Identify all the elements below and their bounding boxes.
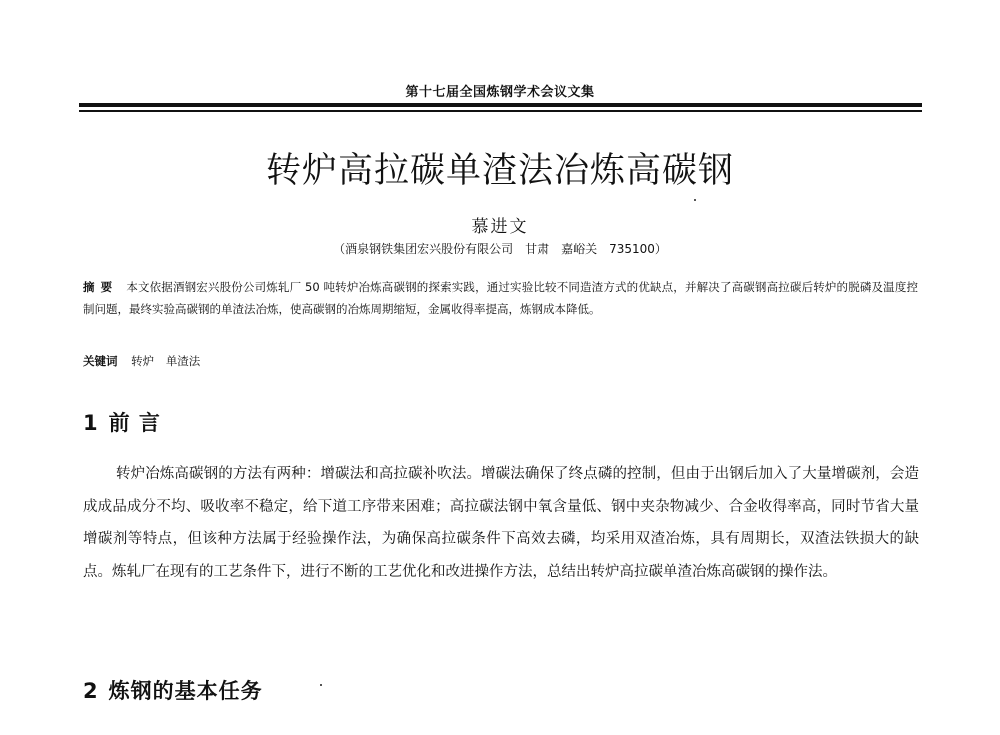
section-heading-basic-tasks: [83, 675, 263, 705]
keywords: [83, 353, 918, 369]
header-rule-thick: [79, 103, 922, 107]
abstract: [83, 276, 918, 320]
keyword-item: 单渣法: [165, 354, 201, 368]
section-number: 1: [83, 411, 99, 435]
section-number: 2: [83, 679, 99, 703]
section-heading-introduction: [83, 407, 161, 437]
abstract-label: 摘要: [83, 280, 119, 294]
abstract-text: 本文依据酒钢宏兴股份公司炼轧厂 50 吨转炉冶炼高碳钢的探索实践，通过实验比较不同造渣方式的优缺点，并解决了高碳钢高拉碳后转炉的脱磷及温度控制问题，最终实验高碳钢的单渣法冶炼，使高碳钢的冶炼周期缩短，金属收得率提高，炼钢成本降低。: [83, 280, 919, 316]
introduction-paragraph: 转炉冶炼高碳钢的方法有两种：增碳法和高拉碳补吹法。增碳法确保了终点磷的控制，但由于出钢后加入了大量增碳剂，会造成成品成分不均、吸收率不稳定，给下道工序带来困难；高拉碳法钢中氧含量低、钢中夹杂物减少、合金收得率高，同时节省大量增碳剂等特点，但该种方法属于经验操作法，为确保高拉碳条件下高效去磷，均采用双渣冶炼，具有周期长，双渣法铁损大的缺点。炼轧厂在现有的工艺条件下，进行不断的工艺优化和改进操作方法，总结出转炉高拉碳单渣冶炼高碳钢的操作法。: [83, 466, 919, 580]
author-name: 慕进文: [471, 217, 529, 237]
header-rule-thin: [79, 110, 922, 112]
running-header: 第十七届全国炼钢学术会议文集: [405, 85, 595, 100]
paper-title: 转炉高拉碳单渣法冶炼高碳钢: [265, 151, 734, 191]
author-affiliation: （酒泉钢铁集团宏兴股份有限公司 甘肃 嘉峪关 735100）: [333, 242, 667, 256]
section-title: 前 言: [108, 411, 161, 435]
scan-speck: [694, 199, 696, 201]
keyword-item: 转炉: [131, 354, 155, 368]
keywords-label: 关键词: [83, 354, 118, 368]
section-title: 炼钢的基本任务: [108, 679, 263, 703]
scan-speck: [320, 684, 322, 686]
